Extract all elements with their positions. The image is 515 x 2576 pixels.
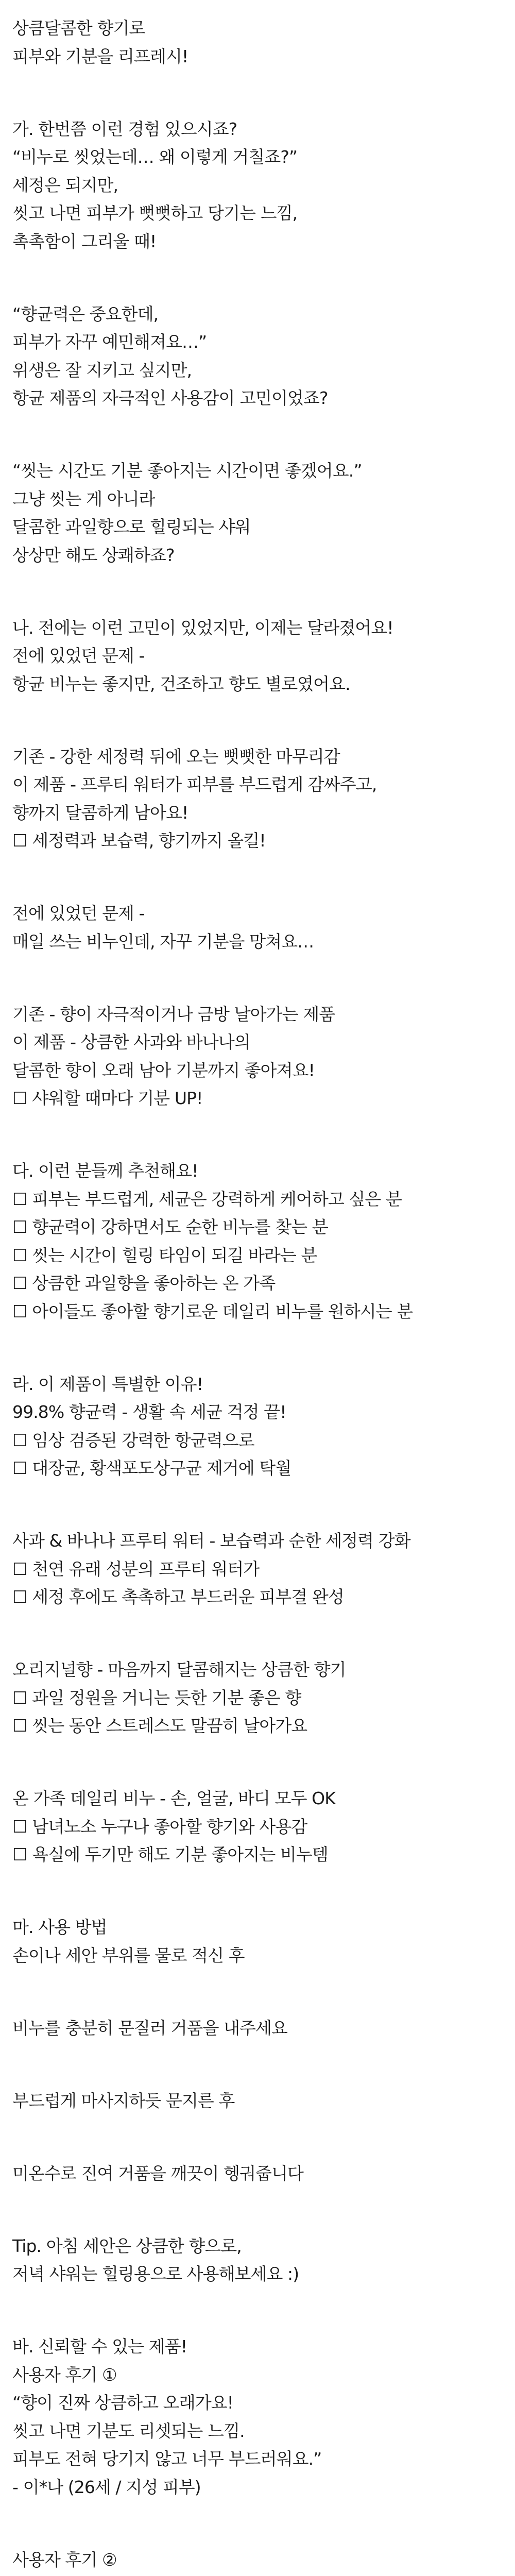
blank-line	[12, 578, 503, 606]
text-line: 항균 제품의 자극적인 사용감이 고민이었죠?	[12, 388, 328, 408]
text-line: “씻는 시간도 기분 좋아지는 시간이면 좋겠어요.”	[12, 461, 362, 481]
text-line: 마. 사용 방법	[12, 1917, 107, 1937]
blank-line	[12, 1978, 503, 2006]
text-line: 씻고 나면 기분도 리셋되는 느낌.	[12, 2420, 245, 2441]
text-line: 그냥 씻는 게 아니라	[12, 488, 155, 509]
blank-line	[12, 964, 503, 992]
blank-line	[12, 1491, 503, 1519]
text-line: 피부가 자꾸 예민해져요…”	[12, 332, 207, 352]
blank-line	[12, 1334, 503, 1362]
blank-line	[12, 1121, 503, 1149]
text-line: ☐ 씻는 시간이 힐링 타임이 되길 바라는 분	[12, 1245, 317, 1265]
text-line: ☐ 세정력과 보습력, 향기까지 올킬!	[12, 831, 266, 851]
text-line: 미온수로 진여 거품을 깨끗이 헹궈줍니다	[12, 2163, 303, 2183]
text-line: - 이*나 (26세 / 지성 피부)	[12, 2477, 201, 2497]
text-line: 사용자 후기 ①	[12, 2364, 117, 2385]
text-line: ☐ 향균력이 강하면서도 순한 비누를 찾는 분	[12, 1217, 328, 1237]
text-line: 라. 이 제품이 특별한 이유!	[12, 1374, 203, 1394]
text-line: 피부와 기분을 리프레시!	[12, 46, 188, 66]
blank-line	[12, 2297, 503, 2325]
blank-line	[12, 2123, 503, 2151]
text-line: 피부도 전혀 당기지 않고 너무 부드러워요.”	[12, 2449, 322, 2469]
text-line: 전에 있었던 문제 -	[12, 646, 145, 666]
text-line: “향이 진짜 상큼하고 오래가요!	[12, 2393, 234, 2413]
text-line: 촉촉함이 그리울 때!	[12, 231, 157, 251]
text-line: 달콤한 향이 오래 남아 기분까지 좋아져요!	[12, 1060, 315, 1080]
blank-line	[12, 706, 503, 735]
blank-line	[12, 863, 503, 892]
text-line: 상상만 해도 상쾌하죠?	[12, 545, 175, 565]
text-line: 위생은 잘 지키고 싶지만,	[12, 360, 192, 380]
blank-line	[12, 1749, 503, 1777]
text-line: “향균력은 중요한데,	[12, 303, 159, 324]
blank-line	[12, 2510, 503, 2538]
blank-line	[12, 2050, 503, 2079]
text-line: ☐ 씻는 동안 스트레스도 말끔히 날아가요	[12, 1716, 307, 1736]
text-line: 저녁 샤워는 힐링용으로 사용해보세요 :)	[12, 2264, 299, 2284]
blank-line	[12, 2196, 503, 2224]
text-line: 비누를 충분히 문질러 거품을 내주세요	[12, 2018, 288, 2038]
text-line: 손이나 세안 부위를 물로 적신 후	[12, 1945, 245, 1965]
text-line: 온 가족 데일리 비누 - 손, 얼굴, 바디 모두 OK	[12, 1788, 335, 1808]
text-line: ☐ 욕실에 두기만 해도 기분 좋아지는 비누템	[12, 1844, 328, 1865]
text-line: 가. 한번쯤 이런 경험 있으시죠?	[12, 118, 237, 139]
blank-line	[12, 1877, 503, 1906]
text-line: ☐ 남녀노소 누구나 좋아할 향기와 사용감	[12, 1816, 307, 1837]
text-line: ☐ 천연 유래 성분의 프루티 워터가	[12, 1558, 260, 1579]
text-line: 전에 있었던 문제 -	[12, 903, 145, 923]
text-line: 이 제품 - 프루티 워터가 피부를 부드럽게 감싸주고,	[12, 774, 377, 794]
text-line: 이 제품 - 상큼한 사과와 바나나의	[12, 1032, 250, 1052]
blank-line	[12, 1620, 503, 1648]
text-line: 씻고 나면 피부가 뻣뻣하고 당기는 느낌,	[12, 203, 298, 223]
text-line: ☐ 세정 후에도 촉촉하고 부드러운 피부결 완성	[12, 1587, 344, 1607]
blank-line	[12, 421, 503, 449]
text-line: 세정은 되지만,	[12, 175, 118, 195]
text-line: ☐ 임상 검증된 강력한 항균력으로	[12, 1430, 254, 1450]
text-line: 다. 이런 분들께 추천해요!	[12, 1161, 198, 1181]
text-line: 99.8% 향균력 - 생활 속 세균 걱정 끝!	[12, 1402, 286, 1422]
blank-line	[12, 264, 503, 292]
text-line: 부드럽게 마사지하듯 문지른 후	[12, 2090, 235, 2111]
text-line: 상큼달콤한 향기로	[12, 18, 145, 38]
text-line: 사용자 후기 ②	[12, 2549, 117, 2570]
text-line: 기존 - 강한 세정력 뒤에 오는 뻣뻣한 마무리감	[12, 746, 340, 767]
text-line: 항균 비누는 좋지만, 건조하고 향도 별로였어요.	[12, 673, 350, 694]
text-line: 향까지 달콤하게 남아요!	[12, 802, 188, 823]
text-line: Tip. 아침 세안은 상큼한 향으로,	[12, 2235, 242, 2256]
text-line: 바. 신뢰할 수 있는 제품!	[12, 2336, 187, 2357]
text-line: 기존 - 향이 자극적이거나 금방 날아가는 제품	[12, 1004, 335, 1024]
text-line: 매일 쓰는 비누인데, 자꾸 기분을 망쳐요…	[12, 931, 314, 952]
text-line: ☐ 상큼한 과일향을 좋아하는 온 가족	[12, 1273, 276, 1293]
text-line: ☐ 피부는 부드럽게, 세균은 강력하게 케어하고 싶은 분	[12, 1189, 402, 1209]
text-line: ☐ 아이들도 좋아할 향기로운 데일리 비누를 원하시는 분	[12, 1301, 413, 1321]
text-line: 나. 전에는 이런 고민이 있었지만, 이제는 달라졌어요!	[12, 617, 393, 638]
text-line	[12, 2574, 503, 2576]
text-line: 사과 & 바나나 프루티 워터 - 보습력과 순한 세정력 강화	[12, 1531, 410, 1551]
text-line: ☐ 샤워할 때마다 기분 UP!	[12, 1088, 203, 1108]
text-line: 달콤한 과일향으로 힐링되는 샤워	[12, 517, 251, 537]
blank-line	[12, 79, 503, 107]
text-line: “비누로 씻었는데… 왜 이렇게 거칠죠?”	[12, 147, 298, 167]
text-line: 오리지널향 - 마음까지 달콤해지는 상큼한 향기	[12, 1659, 346, 1680]
text-line: ☐ 대장균, 황색포도상구균 제거에 탁월	[12, 1458, 291, 1478]
text-line: ☐ 과일 정원을 거니는 듯한 기분 좋은 향	[12, 1687, 301, 1708]
